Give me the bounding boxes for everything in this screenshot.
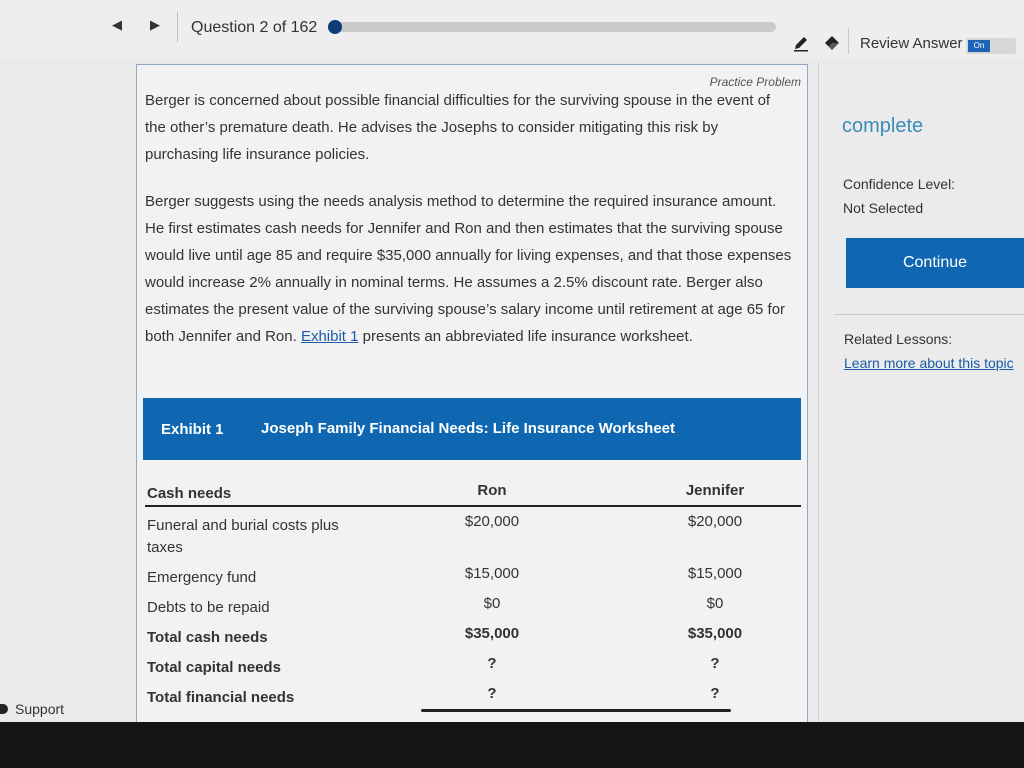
- sidebar-divider: [818, 62, 819, 722]
- top-toolbar: [0, 0, 1024, 58]
- related-lessons-link[interactable]: Learn more about this topic: [844, 355, 1014, 371]
- question-paragraph-2: [145, 188, 795, 350]
- row-ron-value: ?: [487, 655, 497, 672]
- confidence-label: Confidence Level:: [843, 176, 956, 192]
- row-jennifer-value: $35,000: [687, 625, 743, 642]
- exhibit-number: Exhibit 1: [161, 421, 224, 438]
- eraser-icon[interactable]: [822, 34, 842, 52]
- row-label: Total cash needs: [147, 629, 268, 646]
- confidence-value: Not Selected: [843, 200, 924, 216]
- row-label: Debts to be repaid: [147, 599, 270, 616]
- table-row: [145, 679, 801, 709]
- next-question-button[interactable]: ▶: [150, 17, 160, 32]
- continue-button[interactable]: Continue: [846, 238, 1024, 288]
- header-ron: Ron: [477, 482, 507, 499]
- row-ron-value: ?: [487, 685, 497, 702]
- paragraph-2-text-a: Berger suggests using the needs analysis method to determine the required insurance amount. He first estimates cash needs for Jennifer and Ron and then estimates that the surviving spouse would live until age 85 and require $35,000 annually for living expenses, and that those expenses would increase 2% annually in nominal terms. He assumes a 2.5% discount rate. Berger also estimates the present value of the surviving spouse’s salary income until retirement at age 65 for both Jennifer and Ron.: [145, 193, 792, 345]
- row-label: Funeral and burial costs plus taxes: [147, 517, 339, 556]
- row-ron-value: $35,000: [464, 625, 520, 642]
- table-scroll-indicator[interactable]: [421, 709, 731, 712]
- header-cash-needs: Cash needs: [147, 485, 232, 502]
- row-jennifer-value: ?: [710, 685, 720, 702]
- pen-icon[interactable]: [791, 34, 811, 52]
- table-row: [145, 559, 801, 589]
- exhibit-title: Joseph Family Financial Needs: Life Insurance Worksheet: [261, 420, 676, 437]
- practice-problem-label: Practice Problem: [709, 75, 801, 89]
- header-jennifer: Jennifer: [685, 482, 745, 499]
- row-ron-value: $15,000: [464, 565, 520, 582]
- toolbar-divider: [177, 12, 178, 42]
- row-label: Total capital needs: [147, 659, 281, 676]
- table-row: [145, 649, 801, 679]
- row-jennifer-value: $20,000: [687, 513, 743, 530]
- previous-question-button[interactable]: ◀: [112, 17, 122, 32]
- question-panel: [136, 64, 808, 724]
- sidebar-rule: [834, 314, 1024, 315]
- progress-bar: [330, 22, 776, 32]
- table-row: [145, 619, 801, 649]
- support-link[interactable]: Support: [15, 701, 65, 717]
- related-lessons-label: Related Lessons:: [844, 331, 953, 347]
- row-ron-value: $20,000: [464, 513, 520, 530]
- question-paragraph-1: Berger is concerned about possible financial difficulties for the surviving spouse in the event of the other’s premature death. He advises the Josephs to consider mitigating this risk by purchasing life insurance policies.: [145, 92, 771, 163]
- table-row: [145, 507, 801, 559]
- question-status: complete: [842, 115, 924, 137]
- table-row: [145, 589, 801, 619]
- review-answer-toggle[interactable]: [966, 38, 1016, 54]
- review-answer-label: Review Answer: [860, 35, 963, 52]
- exhibit-1-link[interactable]: Exhibit 1: [300, 328, 359, 345]
- row-jennifer-value: ?: [710, 655, 720, 672]
- row-label: Emergency fund: [147, 569, 257, 586]
- row-ron-value: $0: [483, 595, 501, 612]
- support-icon[interactable]: [0, 704, 8, 714]
- paragraph-2-text-b: presents an abbreviated life insurance worksheet.: [358, 328, 693, 345]
- progress-knob[interactable]: [328, 20, 342, 34]
- row-jennifer-value: $0: [706, 595, 724, 612]
- worksheet-table: [145, 475, 801, 709]
- row-jennifer-value: $15,000: [687, 565, 743, 582]
- question-counter: Question 2 of 162: [191, 19, 318, 36]
- review-toggle-state: On: [968, 40, 990, 52]
- screen-bezel: [0, 722, 1024, 768]
- toolbar-divider: [848, 28, 849, 54]
- exhibit-header: [143, 398, 801, 460]
- row-label: Total financial needs: [147, 689, 295, 706]
- table-header-row: [145, 475, 801, 507]
